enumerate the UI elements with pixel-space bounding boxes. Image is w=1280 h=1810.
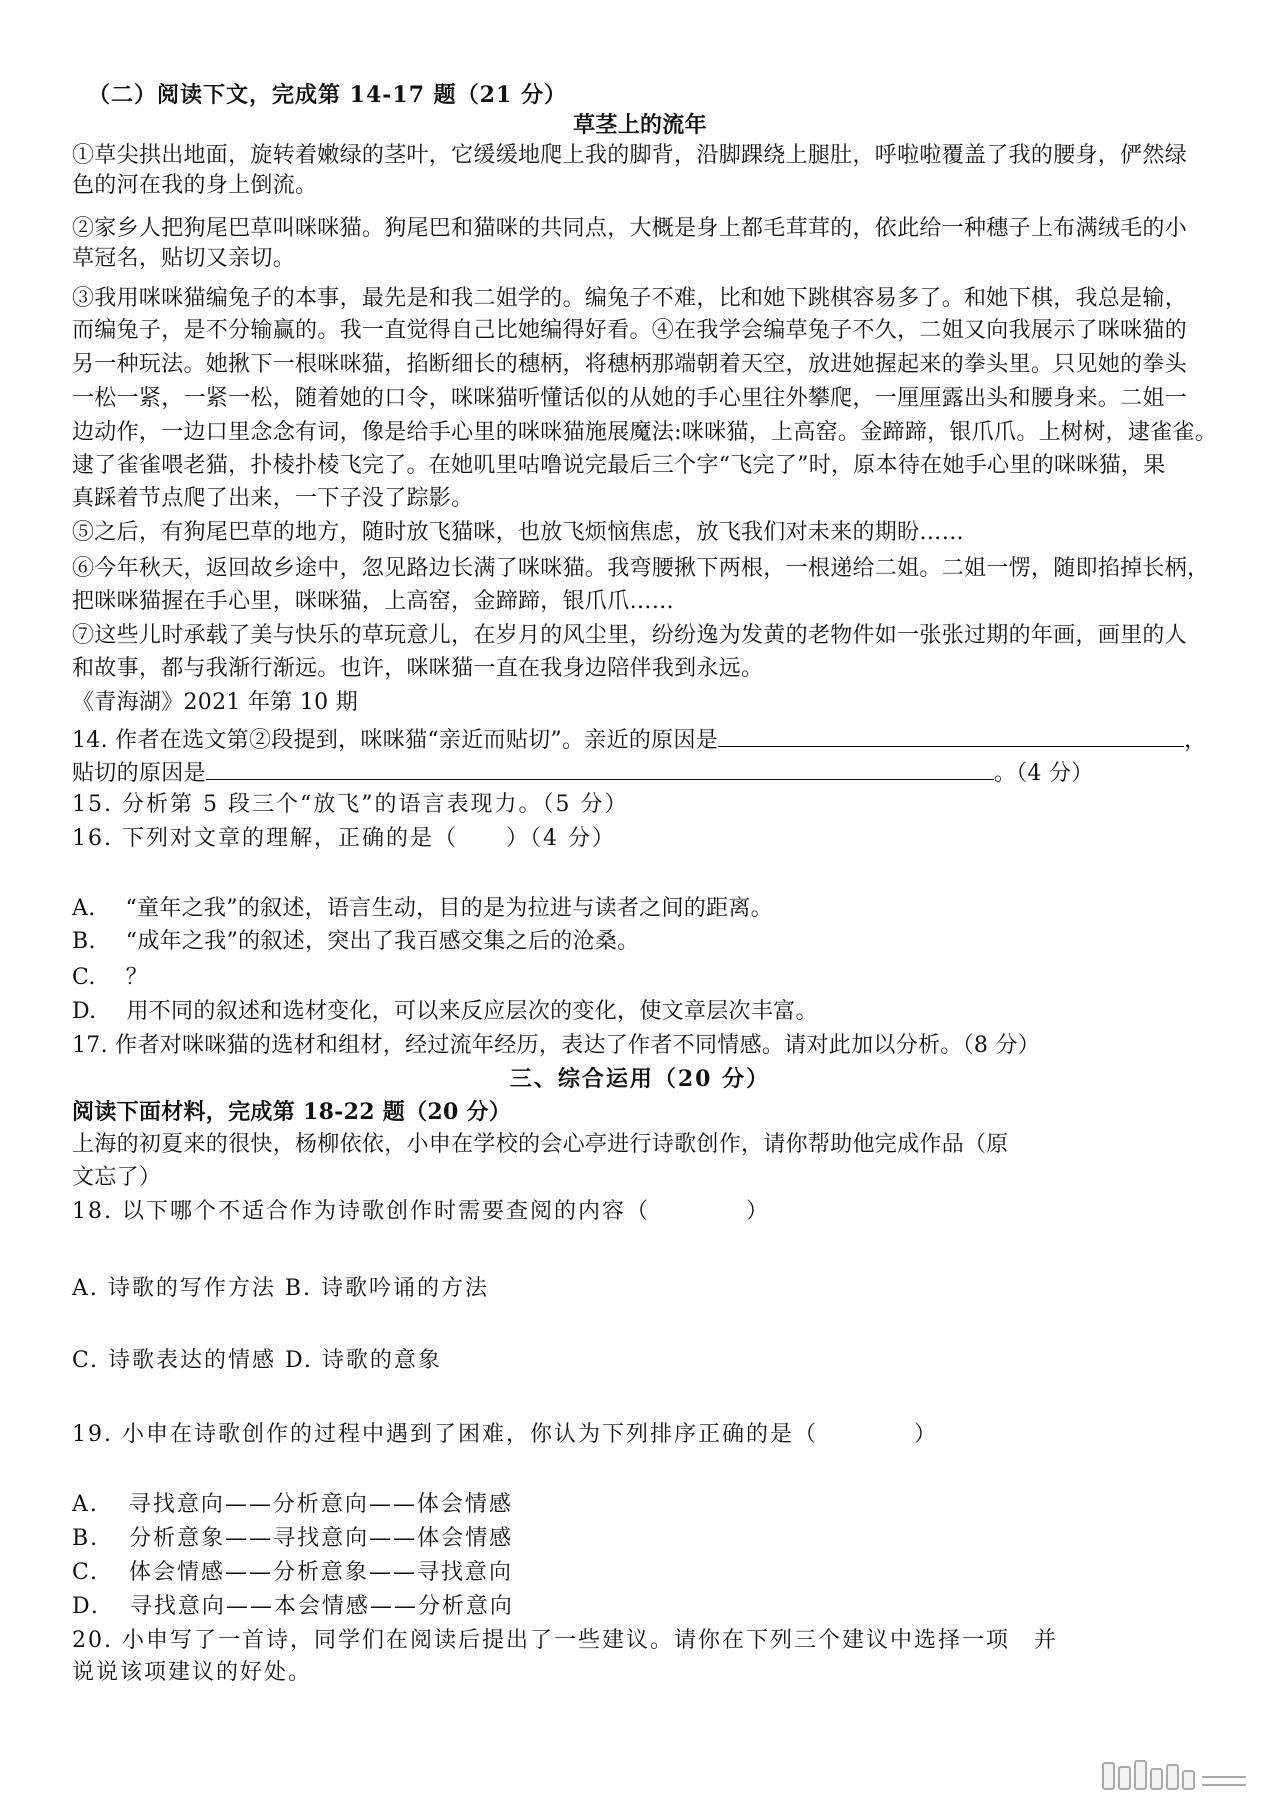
- article-source: 《青海湖》2021 年第 10 期: [72, 690, 359, 715]
- article-title: 草茎上的流年: [573, 112, 707, 138]
- option-label: A.: [72, 1492, 99, 1517]
- section-3-instruction: 阅读下面材料，完成第 18-22 题（20 分）: [72, 1099, 512, 1125]
- option-label: C.: [72, 1560, 100, 1585]
- article-line: 一松一紧，一紧一松，随着她的口令，咪咪猫听懂话似的从她的手心里往外攀爬，一厘厘露出头和腰身来。二姐一: [72, 386, 1188, 411]
- option-label: D.: [72, 999, 97, 1024]
- article-line: ⑦这些儿时承载了美与快乐的草玩意儿，在岁月的风尘里，纷纷逸为发黄的老物件如一张张过期的年画，画里的人: [72, 623, 1188, 648]
- article-line: 另一种玩法。她揪下一根咪咪猫，掐断细长的穗柄，将穗柄那端朝着天空，放进她握起来的拳头里。只见她的拳头: [72, 352, 1188, 377]
- article-line: 逮了雀雀喂老猫，扑棱扑棱飞完了。在她叽里咕噜说完最后三个字“飞完了”时，原本待在她手心里的咪咪猫，果: [72, 453, 1166, 478]
- option-text: 体会情感——分析意象——寻找意向: [129, 1560, 514, 1585]
- question-19-stem: 19. 小申在诗歌创作的过程中遇到了困难，你认为下列排序正确的是（ ）: [72, 1422, 938, 1447]
- section-3-title: 三、综合运用（20 分）: [509, 1066, 771, 1092]
- article-line: ③我用咪咪猫编兔子的本事，最先是和我二姐学的。编兔子不难，比和她下跳棋容易多了。和她下棋，我总是输，: [72, 286, 1188, 311]
- q19-option-d[interactable]: [72, 1592, 1218, 1622]
- question-17: 17. 作者对咪咪猫的选材和组材，经过流年经历，表达了作者不同情感。请对此加以分析。（8 分）: [72, 1033, 1041, 1058]
- option-label: B.: [72, 1526, 100, 1551]
- option-text: ？: [125, 965, 148, 990]
- option-label: C.: [72, 965, 96, 990]
- q14-answer-blank-2[interactable]: [206, 755, 994, 780]
- question-16-stem: 16. 下列对文章的理解，正确的是（ ）（4 分）: [72, 826, 616, 851]
- question-18-stem: 18. 以下哪个不适合作为诗歌创作时需要查阅的内容（ ）: [72, 1199, 770, 1224]
- q18-options-row-2[interactable]: C. 诗歌表达的情感 D. 诗歌的意象: [72, 1348, 442, 1373]
- q14-prompt: 14. 作者在选文第②段提到，咪咪猫“亲近而贴切”。亲近的原因是: [72, 728, 719, 753]
- question-20-line1: 20. 小申写了一首诗，同学们在阅读后提出了一些建议。请你在下列三个建议中选择一项 并: [72, 1628, 1058, 1653]
- q19-option-c[interactable]: [72, 1558, 1218, 1588]
- section-3-intro: 文忘了）: [72, 1165, 162, 1190]
- option-label: D.: [72, 1594, 100, 1619]
- option-label: B.: [72, 929, 96, 954]
- article-line: 和故事，都与我渐行渐远。也许，咪咪猫一直在我身边陪伴我到永远。: [72, 656, 764, 681]
- q16-option-d[interactable]: [72, 997, 1218, 1027]
- q19-option-a[interactable]: [72, 1490, 1218, 1520]
- article-line: 而编兔子，是不分输赢的。我一直觉得自己比她编得好看。④在我学会编草兔子不久，二姐又向我展示了咪咪猫的: [72, 318, 1188, 343]
- question-20-line2: 说说该项建议的好处。: [72, 1660, 313, 1685]
- option-text: “成年之我”的叙述，突出了我百感交集之后的沧桑。: [125, 929, 640, 954]
- section-header: （二）阅读下文，完成第 14-17 题（21 分）: [88, 82, 567, 108]
- option-text: 分析意象——寻找意向——体会情感: [129, 1526, 514, 1551]
- article-line: 真踩着节点爬了出来，一下子没了踪影。: [72, 486, 474, 511]
- q19-option-b[interactable]: [72, 1524, 1218, 1554]
- option-label: A.: [72, 896, 96, 921]
- article-line: ①草尖拱出地面，旋转着嫩绿的茎叶，它缓缓地爬上我的脚背，沿脚踝绕上腿肚，呼啦啦覆盖了我的腰身，俨然绿: [72, 143, 1188, 168]
- question-14-line1: [72, 722, 1218, 756]
- q14-answer-blank-1[interactable]: [718, 722, 1184, 747]
- q16-option-c[interactable]: [72, 963, 1218, 993]
- q14-prompt-2: 贴切的原因是: [72, 761, 206, 786]
- article-line: ②家乡人把狗尾巴草叫咪咪猫。狗尾巴和猫咪的共同点，大概是身上都毛茸茸的，依此给一种穗子上布满绒毛的小: [72, 216, 1188, 241]
- q18-options-row-1[interactable]: A. 诗歌的写作方法 B. 诗歌吟诵的方法: [72, 1276, 490, 1301]
- article-line: 色的河在我的身上倒流。: [72, 173, 318, 198]
- article-line: 把咪咪猫握在手心里，咪咪猫，上高窑，金蹄蹄，银爪爪……: [72, 589, 675, 614]
- option-text: 寻找意向——本会情感——分析意向: [129, 1594, 514, 1619]
- q14-score: 。（4 分）: [993, 761, 1094, 786]
- q16-option-b[interactable]: [72, 927, 1218, 957]
- article-line: 边动作，一边口里念念有词，像是给手心里的咪咪猫施展魔法:咪咪猫，上高窑。金蹄蹄，银爪爪。上树树，逮雀雀。: [72, 420, 1218, 445]
- question-14-line2: [72, 755, 1218, 789]
- option-text: “童年之我”的叙述，语言生动，目的是为拉进与读者之间的距离。: [125, 896, 773, 921]
- article-line: ⑤之后，有狗尾巴草的地方，随时放飞猫咪，也放飞烦恼焦虑，放飞我们对未来的期盼……: [72, 520, 965, 545]
- article-line: ⑥今年秋天，返回故乡途中，忽见路边长满了咪咪猫。我弯腰揪下两根，一根递给二姐。二姐一愣，随即掐掉长柄，: [72, 556, 1210, 581]
- option-text: 寻找意向——分析意向——体会情感: [128, 1492, 513, 1517]
- section-3-intro: 上海的初夏来的很快，杨柳依依，小申在学校的会心亭进行诗歌创作，请你帮助他完成作品（原: [72, 1132, 1009, 1157]
- q14-comma: ，: [1184, 728, 1207, 753]
- question-15: 15. 分析第 5 段三个“放飞”的语言表现力。（5 分）: [72, 792, 629, 817]
- q16-option-a[interactable]: [72, 894, 1218, 924]
- watermark-logo: [1102, 1762, 1252, 1790]
- article-line: 草冠名，贴切又亲切。: [72, 246, 296, 271]
- option-text: 用不同的叙述和选材变化，可以来反应层次的变化，使文章层次丰富。: [126, 999, 818, 1024]
